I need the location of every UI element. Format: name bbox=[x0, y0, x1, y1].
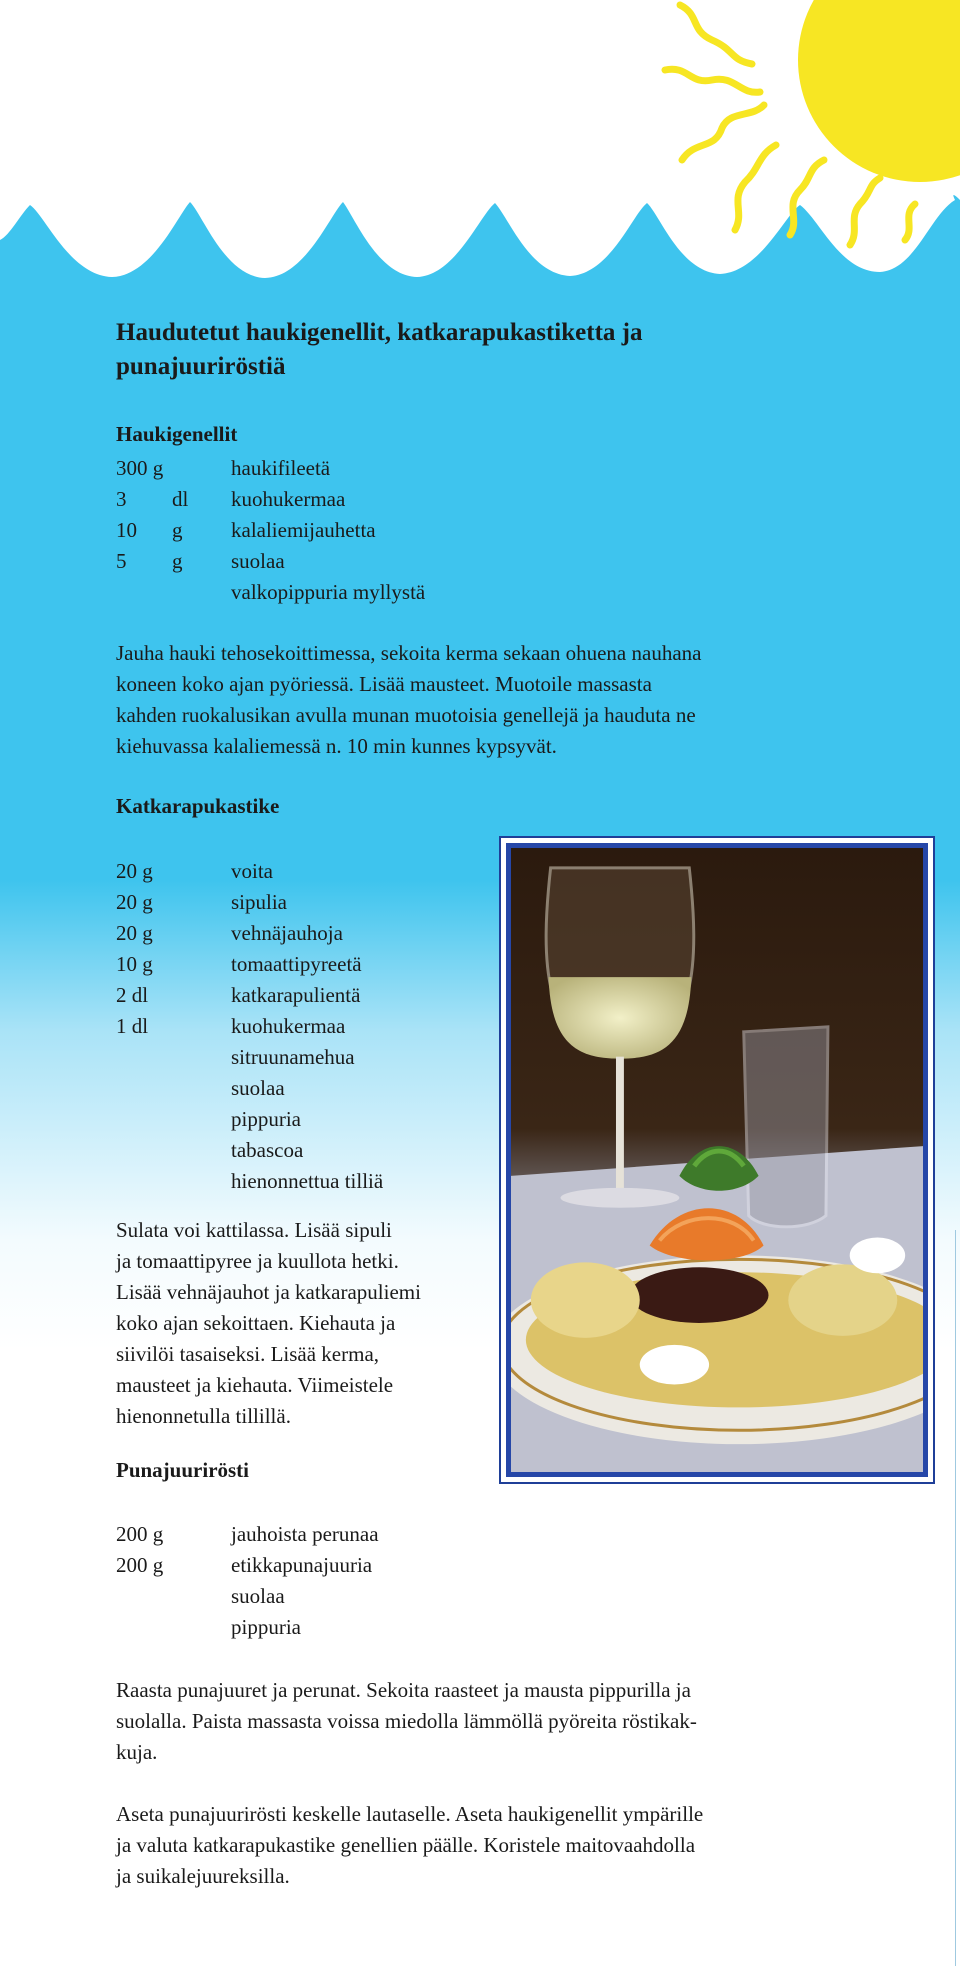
section-heading-katkarapukastike: Katkarapukastike bbox=[116, 794, 280, 818]
ingredient-list-haukigenellit bbox=[116, 453, 425, 608]
ingredient-row: 200 g etikkapunajuuria bbox=[116, 1553, 373, 1577]
ingredient-row: 20 g voita bbox=[116, 859, 273, 883]
instructions-punajuurirosti: Raasta punajuuret ja perunat. Sekoita raasteet ja mausta pippurilla ja suolalla. Paista massasta voissa miedolla lämmöllä pyöreita röstikak- kuja. bbox=[116, 1678, 697, 1764]
ingredient-row: suolaa bbox=[231, 1076, 285, 1100]
ingredient-list-katkarapukastike bbox=[116, 856, 383, 1197]
ingredient-row: 20 g sipulia bbox=[116, 890, 287, 914]
page-edge-line bbox=[955, 1230, 956, 1966]
section-heading-haukigenellit: Haukigenellit bbox=[116, 422, 238, 446]
ingredient-row: 300 g haukifileetä bbox=[116, 456, 331, 480]
ingredient-row: valkopippuria myllystä bbox=[231, 580, 426, 604]
header-decoration bbox=[0, 0, 960, 290]
ingredient-row: suolaa bbox=[231, 1584, 285, 1608]
ingredient-row: hienonnettua tilliä bbox=[231, 1169, 384, 1193]
dish-photo-frame bbox=[499, 836, 935, 1484]
ingredient-row: 5 g suolaa bbox=[116, 549, 285, 573]
ingredient-row: 3 dl kuohukermaa bbox=[116, 487, 346, 511]
ingredient-list-punajuurirosti bbox=[116, 1519, 379, 1643]
ingredient-row: 10 g kalaliemijauhetta bbox=[116, 518, 376, 542]
serving-instructions: Aseta punajuurirösti keskelle lautaselle. Aseta haukigenellit ympärille ja valuta katkarapukastike genellien päälle. Koristele maitovaahdolla ja suikalejuureksilla. bbox=[116, 1802, 704, 1888]
ingredient-row: sitruunamehua bbox=[231, 1045, 355, 1069]
ingredient-row: 2 dl katkarapulientä bbox=[116, 983, 361, 1007]
ingredient-row: 200 g jauhoista perunaa bbox=[116, 1522, 379, 1546]
recipe-title: Haudutetut haukigenellit, katkarapukastiketta ja punajuuriröstiä bbox=[116, 319, 643, 380]
section-heading-punajuurirosti: Punajuurirösti bbox=[116, 1458, 250, 1482]
ingredient-row: pippuria bbox=[231, 1615, 301, 1639]
ingredient-row: 1 dl kuohukermaa bbox=[116, 1014, 346, 1038]
ingredient-row: pippuria bbox=[231, 1107, 301, 1131]
dish-photo bbox=[506, 843, 928, 1477]
instructions-katkarapukastike: Sulata voi kattilassa. Lisää sipuli ja tomaattipyree ja kuullota hetki. Lisää vehnäjauhot ja katkarapuliemi koko ajan sekoittaen. Kiehauta ja siivilöi tasaiseksi. Lisää kerma, mausteet ja kiehauta. Viimeistele hienonnetulla tillillä. bbox=[116, 1218, 421, 1428]
ingredient-row: tabascoa bbox=[231, 1138, 304, 1162]
ingredient-row: 10 g tomaattipyreetä bbox=[116, 952, 362, 976]
ingredient-row: 20 g vehnäjauhoja bbox=[116, 921, 343, 945]
instructions-haukigenellit: Jauha hauki tehosekoittimessa, sekoita kerma sekaan ohuena nauhana koneen koko ajan pyöriessä. Lisää mausteet. Muotoile massasta kahden ruokalusikan avulla munan muotoisia genellejä ja hauduta ne kiehuvassa kalaliemessä n. 10 min kunnes kypsyvät. bbox=[116, 641, 702, 758]
